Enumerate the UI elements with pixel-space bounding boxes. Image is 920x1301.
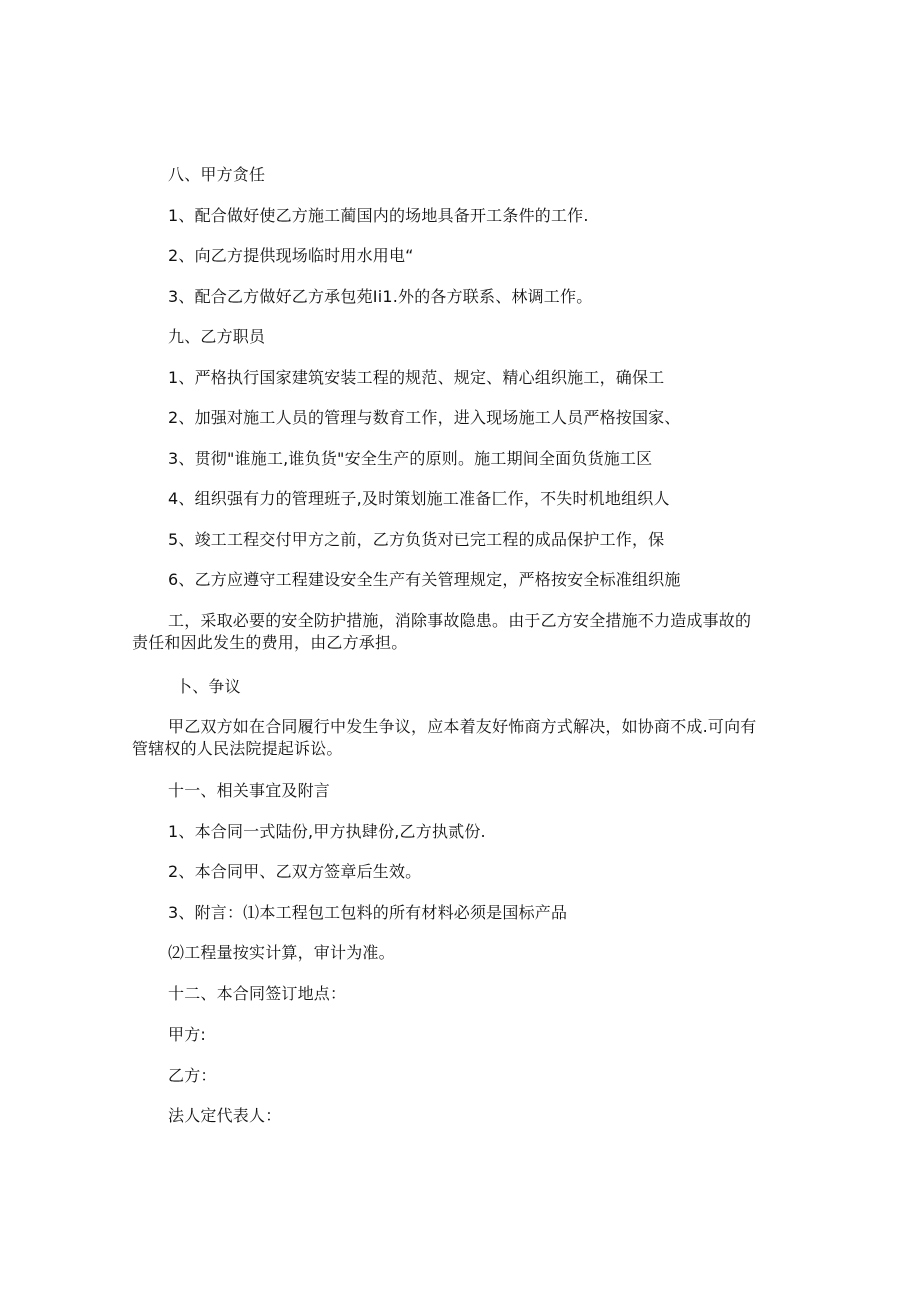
section-11-item-2: 2、本合同甲、乙双方签章后生效。 xyxy=(168,862,422,881)
section-11-item-3: 3、附言：⑴本工程包工包料的所有材料必须是国标产品 xyxy=(168,903,568,922)
section-12-heading: 十二、本合同签订地点： xyxy=(168,984,347,1003)
party-a-label: 甲方: xyxy=(168,1025,206,1044)
section-11-item-1: 1、本合同一式陆份,甲方执肆份,乙方执贰份. xyxy=(168,822,486,841)
section-8-item-3: 3、配合乙方做好乙方承包苑Ii1.外的各方联系、林调工作。 xyxy=(168,287,593,306)
dispute-paragraph-line-2: 管辖权的人民法院提起诉讼。 xyxy=(132,739,343,758)
section-9-item-4: 4、组织强有力的管理班子,及时策划施工准备匚作，不失时机地组织人 xyxy=(168,489,670,508)
safety-paragraph-line-1: 工，采取必要的安全防护措施，消除事故隐患。由于乙方安全措施不力造成事故的 xyxy=(168,611,752,630)
section-11-item-4: ⑵工程量按实计算，审计为准。 xyxy=(168,943,395,962)
section-9-item-3: 3、贯彻"谁施工,谁负货"安全生产的原则。施工期间全面负货施工区 xyxy=(168,449,653,468)
section-8-heading: 八、甲方贪任 xyxy=(168,165,266,184)
section-9-item-6: 6、乙方应遵守工程建设安全生产有关管理规定，严格按安全标准组织施 xyxy=(168,570,681,589)
section-8-item-2: 2、向乙方提供现场临时用水用电“ xyxy=(168,246,414,265)
safety-paragraph xyxy=(132,610,792,654)
section-8-item-1: 1、配合做好使乙方施工蔺国内的场地具备开工条件的工作. xyxy=(168,206,589,225)
section-11-heading: 十一、相关事宜及附言 xyxy=(168,781,331,800)
section-9-item-2: 2、加强对施工人员的管理与数育工作，进入现场施工人员严格按国家、 xyxy=(168,408,681,427)
party-b-label: 乙方： xyxy=(168,1066,217,1085)
section-10-heading: 卜、争议 xyxy=(176,677,241,696)
dispute-paragraph xyxy=(132,716,792,760)
section-9-heading: 九、乙方职员 xyxy=(168,327,266,346)
safety-paragraph-line-2: 责任和因此发生的费用，由乙方承担。 xyxy=(132,633,408,652)
dispute-paragraph-line-1: 甲乙双方如在合同履行中发生争议，应本着友好怖商方式解决，如协商不成.可向有 xyxy=(168,717,757,736)
legal-representative-label: 法人定代表人： xyxy=(168,1106,282,1125)
section-9-item-5: 5、竣工工程交付甲方之前，乙方负货对已完工程的成品保护工作，保 xyxy=(168,530,665,549)
section-9-item-1: 1、严格执行国家建筑安装工程的规范、规定、精心组织施工，确保工 xyxy=(168,368,665,387)
